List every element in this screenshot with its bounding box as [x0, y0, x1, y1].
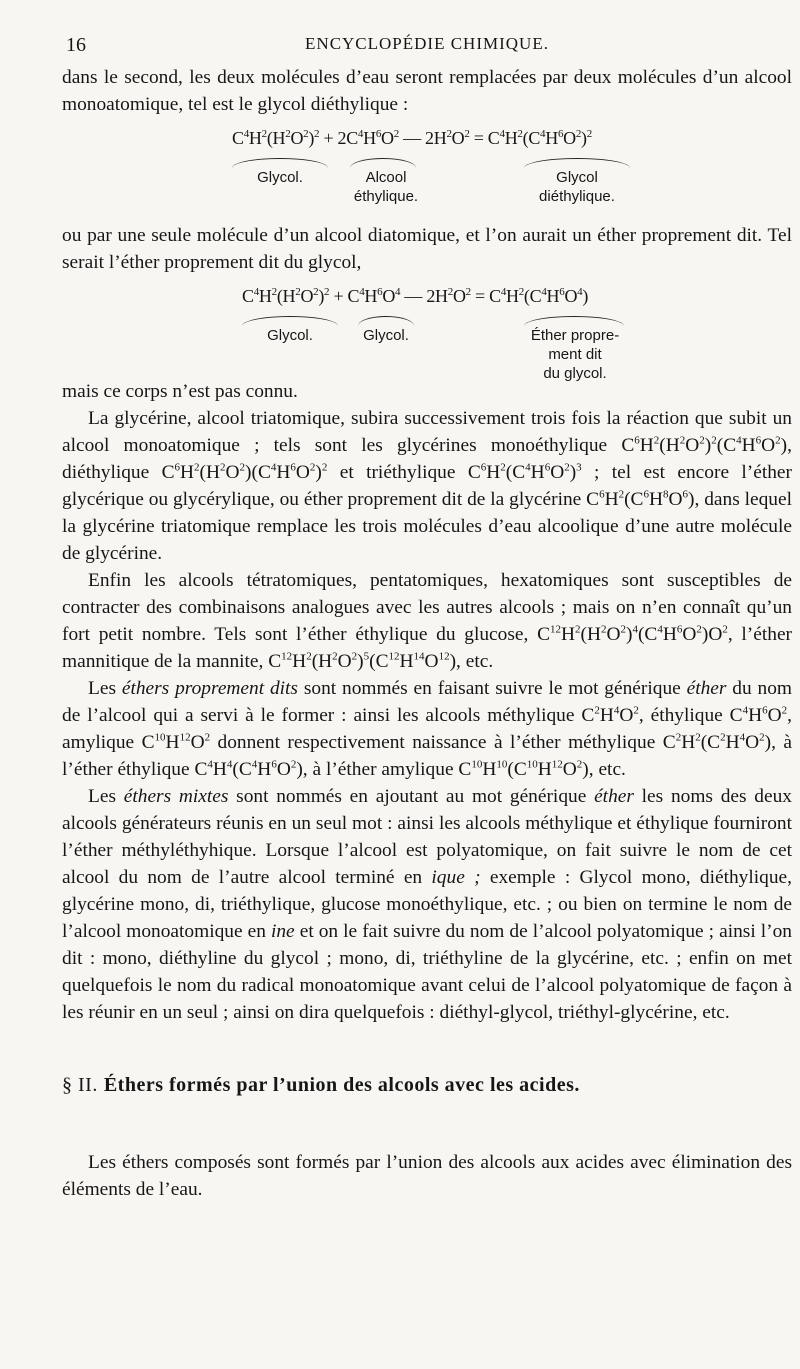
emphasis: éther [594, 786, 634, 807]
section-heading [62, 1072, 792, 1099]
text: Enfin les alcools tétratomiques, pentatomiques, hexatomiques sont susceptibles de contracter des combinaisons analogues avec les autres alcools ; mais on n’en connaît qu’un fort petit nombre. Tels sont l’éther éthylique du glucose, [62, 570, 792, 645]
formula-ether-glycol [62, 276, 792, 382]
paragraph-7 [62, 783, 792, 1026]
label-line: Glycol [556, 169, 598, 186]
formula-label [326, 168, 446, 206]
label-line: du glycol. [543, 365, 607, 382]
brace [242, 316, 338, 326]
formula-label: Glycol. [363, 327, 409, 344]
text: Les [88, 678, 122, 699]
text: , éthylique [638, 705, 730, 726]
formula-equation: $C^4H^2(H^2O^2)^2 + 2C^4H^6O^2$ — $2H^2O^2 = C^4H^2(C^4H^6O^2)^2$ [232, 128, 592, 148]
label-line: Alcool [365, 169, 407, 186]
formula-label [514, 326, 636, 383]
formula-label: Glycol. [267, 327, 313, 344]
text: , l’éther mannitique de la mannite, [62, 624, 793, 672]
text: , etc. [588, 759, 626, 780]
emphasis: ique ; [431, 867, 481, 888]
label-line: diéthylique. [539, 188, 615, 205]
formula-equation: $C^4H^2(H^2O^2)^2 + C^4H^6O^4$ — $2H^2O^2 = C^4H^2(C^4H^6O^4)$ [242, 286, 589, 306]
text: les noms des deux alcools générateurs réunis en un seul mot : ainsi les alcools méthylique et éthylique fourniront l’éther méthyléthyhique. Lorsque l’alcool est polyatomique, on fait suivre le nom de cet alcool du nom de l’autre alcool terminé en [62, 786, 792, 888]
emphasis: éthers mixtes [123, 786, 229, 807]
formula-glycol-diethylique [62, 118, 792, 222]
emphasis: ine [270, 921, 295, 942]
text: , à l’éther éthylique [62, 732, 792, 780]
brace [350, 158, 416, 168]
page [62, 30, 792, 1203]
paragraph-1: dans le second, les deux molécules d’eau seront remplacées par deux molécules d’un alcool monoatomique, tel est le glycol diéthylique : [62, 67, 792, 115]
page-number: 16 [66, 34, 86, 56]
text: , etc. [456, 651, 494, 672]
brace [524, 316, 624, 326]
text: , à l’éther amylique [302, 759, 459, 780]
text: Les [88, 786, 124, 807]
paragraph-3: mais ce corps n’est pas connu. [62, 381, 298, 402]
section-title: Éthers formés par l’union des alcools avec les acides. [103, 1074, 580, 1096]
label-line: éthylique. [353, 188, 419, 205]
text: sont nommés en faisant suivre le mot générique [297, 678, 687, 699]
paragraph-2: ou par une seule molécule d’un alcool diatomique, et l’on aurait un éther proprement dit. Tel serait l’éther proprement dit du glycol, [62, 225, 792, 273]
brace [358, 316, 414, 326]
label-line: Éther propre- [530, 327, 620, 344]
emphasis: éthers proprement dits [121, 678, 298, 699]
formula-label [512, 168, 642, 206]
text: et triéthylique [327, 462, 468, 483]
formula-label: Glycol. [257, 169, 303, 186]
page-header [62, 30, 792, 64]
text: ; tel est encore l’éther glycérique ou glycérylique, ou éther proprement dit de la glycérine [62, 462, 792, 510]
text: et on le fait suivre du nom de l’alcool polyatomique ; ainsi l’on dit : mono, diéthyline du glycol ; mono, di, triéthyline de la glycérine, etc. ; enfin on met quelquefois le nom du radical monoatomique avant celui de l’alcool polyatomique de façon à les réunir en un seul ; ainsi on dira quelquefois : diéthyl-glycol, triéthyl-glycérine, etc. [62, 921, 792, 1023]
text: sont nommés en ajoutant au mot générique [228, 786, 595, 807]
text: , amylique [62, 705, 792, 753]
section-number: § II. [62, 1074, 98, 1096]
running-title: ENCYCLOPÉDIE CHIMIQUE. [305, 34, 549, 53]
text: donnent respectivement naissance à l’éther méthylique [210, 732, 663, 753]
paragraph-5: Enfin les alcools tétratomiques, pentatomiques, hexatomiques sont susceptibles de contracter des combinaisons analogues avec les autres alcools ; mais on n’en connaît qu’un fort petit nombre. Tels sont l’éther éthylique du glucose, $C^{12}H^2(H^2O^2)^4(C^4H^6O^2)O^2$, l’éther mannitique de la mannite, $C^{12}H^2(H^2O^2)^5(C^{12}H^{14}O^{12})$, etc. [62, 570, 793, 672]
paragraph-6: Les éthers proprement dits sont nommés en faisant suivre le mot générique éther du nom de l’alcool qui a servi à le former : ainsi les alcools méthylique $C^2H^4O^2$, éthylique $C^4H^6O^2$, amylique $C^{10}H^{12}O^2$ donnent respectivement naissance à l’éther méthylique $C^2H^2(C^2H^4O^2)$, à l’éther éthylique $C^4H^4(C^4H^6O^2)$, à l’éther amylique $C^{10}H^{10}(C^{10}H^{12}O^2)$, etc. [62, 678, 792, 780]
brace [232, 158, 328, 168]
brace [524, 158, 630, 168]
paragraph-4: La glycérine, alcool triatomique, subira successivement trois fois la réaction que subit un alcool monoatomique ; tels sont les glycérines monoéthylique $C^6H^2(H^2O^2)^2(C^4H^6O^2)$, diéthylique $C^6H^2(H^2O^2)(C^4H^6O^2)^2$ et triéthylique $C^6H^2(C^4H^6O^2)^3$ ; tel est encore l’éther glycérique ou glycérylique, ou éther proprement dit de la glycérine $C^6H^2(C^6H^8O^6)$, dans lequel la glycérine triatomique remplace les trois molécules d’eau alcoolique d’une autre molécule de glycérine. [62, 408, 792, 564]
emphasis: éther [686, 678, 727, 699]
text: , dans lequel la glycérine triatomique remplace les trois molécules d’eau alcoolique d’une autre molécule de glycérine. [62, 489, 792, 564]
text: exemple : Glycol mono, diéthylique, glycérine mono, di, triéthylique, glucose monoéthylique, etc. ; ou bien on termine le nom de l’alcool monoatomique en [62, 867, 792, 942]
paragraph-8: Les éthers composés sont formés par l’union des alcools aux acides avec élimination des éléments de l’eau. [62, 1152, 792, 1200]
label-line: ment dit [548, 346, 602, 363]
text: du nom de l’alcool qui a servi à le former : ainsi les alcools méthylique [62, 678, 792, 726]
text: , diéthylique [62, 435, 792, 483]
text: La glycérine, alcool triatomique, subira successivement trois fois la réaction que subit un alcool monoatomique ; tels sont les glycérines monoéthylique [62, 408, 792, 456]
